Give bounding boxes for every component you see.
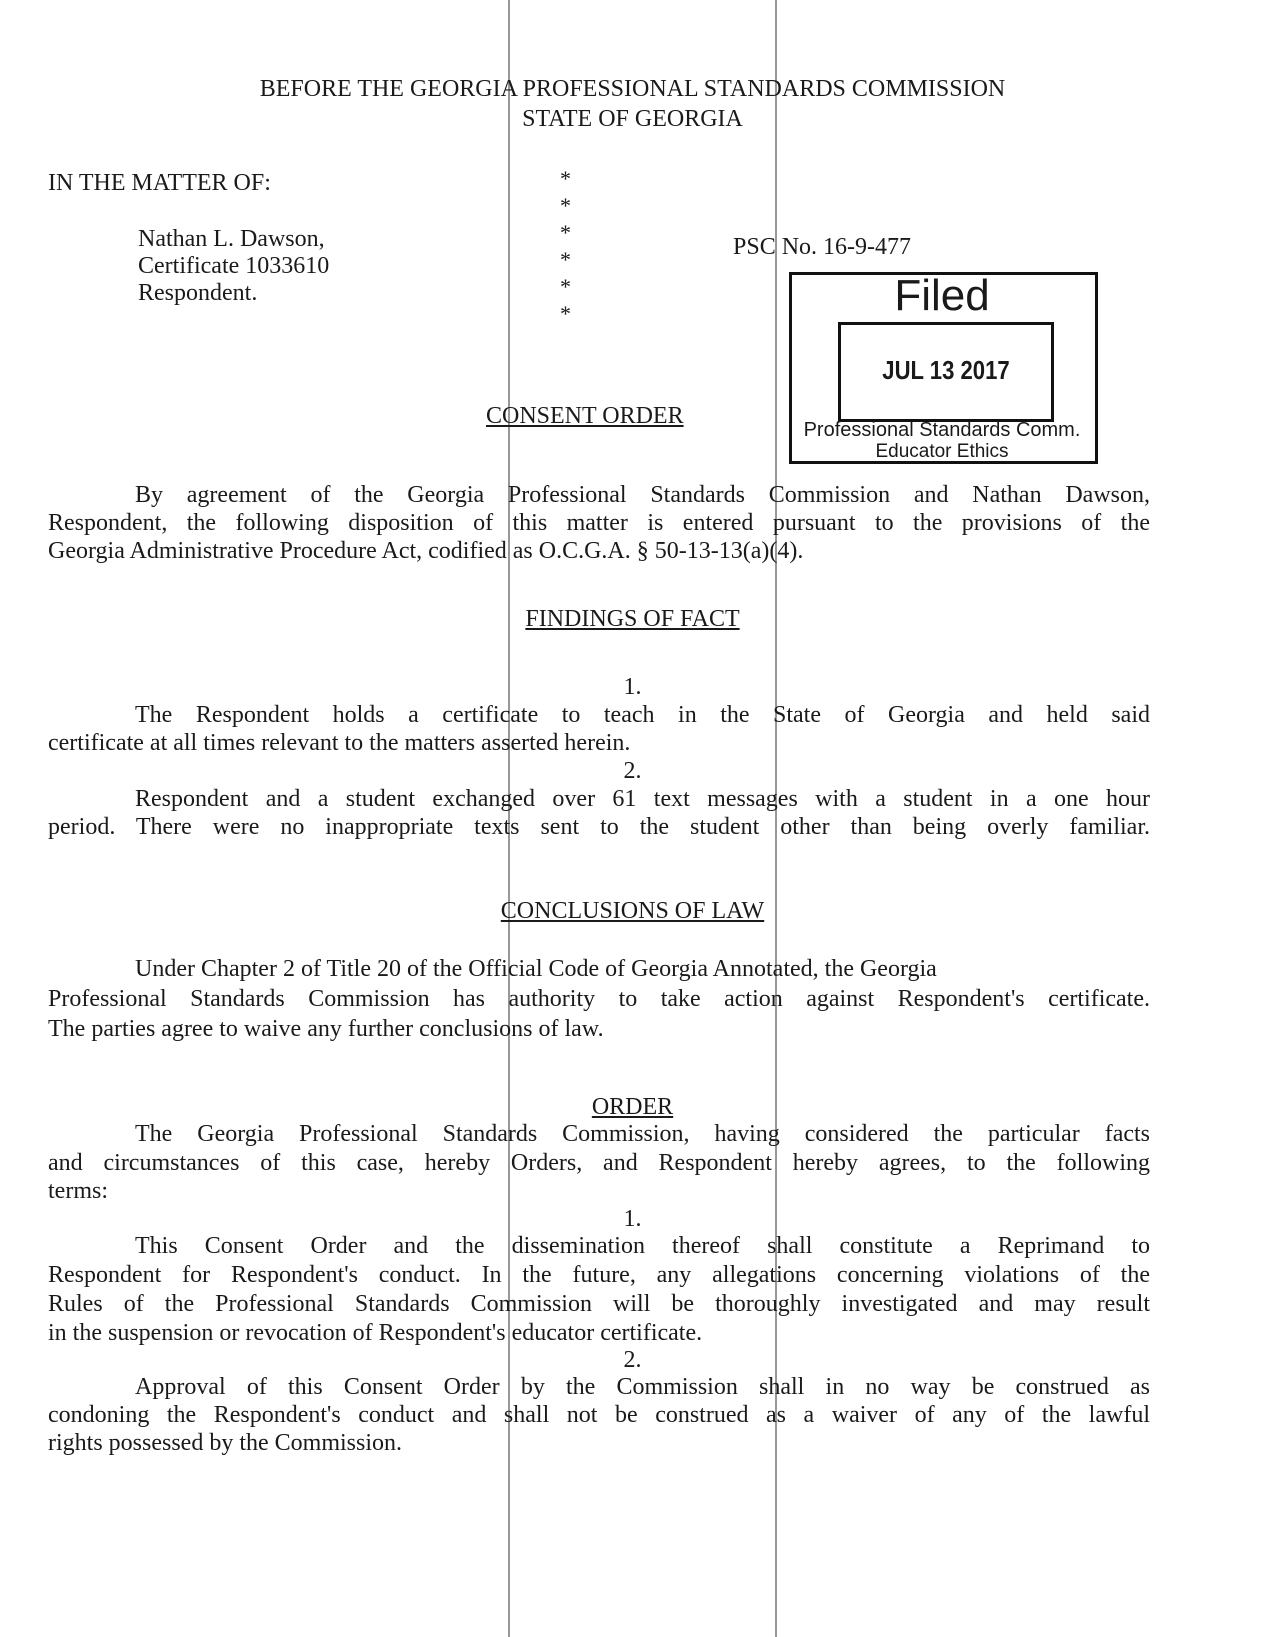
- stamp-filed: Filed: [894, 271, 990, 320]
- stamp-org: Professional Standards Comm.: [803, 419, 1081, 441]
- findings-heading: FINDINGS OF FACT: [525, 606, 740, 632]
- intro-line: Georgia Administrative Procedure Act, codified as O.C.G.A. § 50-13-13(a)(4).: [48, 538, 804, 564]
- conclusion-line: Under Chapter 2 of Title 20 of the Official Code of Georgia Annotated, the Georgia: [135, 956, 937, 982]
- finding-line: Respondent and a student exchanged over 61 text messages with a student in a one hour: [135, 786, 1150, 812]
- order-intro-line: terms:: [48, 1178, 108, 1204]
- conclusions-heading: CONCLUSIONS OF LAW: [500, 898, 765, 924]
- caption-asterisk: *: [560, 220, 571, 245]
- order-line: This Consent Order and the dissemination thereof shall constitute a Reprimand to: [135, 1233, 1150, 1259]
- caption-asterisk: *: [560, 166, 571, 191]
- matter-label: IN THE MATTER OF:: [48, 170, 271, 196]
- finding-number: 2.: [623, 758, 642, 784]
- stamp-date: JUL 13 2017: [882, 355, 1010, 385]
- caption-asterisk: *: [560, 247, 571, 272]
- order-intro-line: and circumstances of this case, hereby Orders, and Respondent hereby agrees, to the following: [48, 1150, 1150, 1176]
- caption-asterisk: *: [560, 301, 571, 326]
- header-commission: BEFORE THE GEORGIA PROFESSIONAL STANDARDS COMMISSION: [259, 76, 1006, 102]
- caption-asterisk: *: [560, 193, 571, 218]
- stamp-org-dept: Educator Ethics: [875, 441, 1009, 462]
- finding-line: certificate at all times relevant to the matters asserted herein.: [48, 730, 631, 756]
- respondent-name: Nathan L. Dawson,: [138, 226, 325, 252]
- document-title: CONSENT ORDER: [486, 403, 684, 429]
- finding-line: The Respondent holds a certificate to teach in the State of Georgia and held said: [135, 702, 1150, 728]
- case-number: PSC No. 16-9-477: [733, 234, 912, 260]
- finding-line: period. There were no inappropriate texts sent to the student other than being overly familiar.: [48, 814, 1150, 840]
- order-heading: ORDER: [591, 1094, 674, 1120]
- respondent-role: Respondent.: [138, 280, 258, 306]
- header-state: STATE OF GEORGIA: [522, 106, 743, 132]
- intro-line: Respondent, the following disposition of this matter is entered pursuant to the provisions of the: [48, 510, 1150, 536]
- conclusion-line: Professional Standards Commission has authority to take action against Respondent's certificate.: [48, 986, 1150, 1012]
- order-line: Rules of the Professional Standards Commission will be thoroughly investigated and may result: [48, 1291, 1150, 1317]
- conclusion-line: The parties agree to waive any further conclusions of law.: [48, 1016, 604, 1042]
- order-number: 1.: [623, 1206, 642, 1232]
- caption-asterisk: *: [560, 274, 571, 299]
- order-line: condoning the Respondent's conduct and shall not be construed as a waiver of any of the lawful: [48, 1402, 1150, 1428]
- order-number: 2.: [623, 1347, 642, 1373]
- order-line: in the suspension or revocation of Respondent's educator certificate.: [48, 1320, 703, 1346]
- certificate-number: Certificate 1033610: [138, 253, 330, 279]
- order-line: rights possessed by the Commission.: [48, 1430, 403, 1456]
- order-line: Respondent for Respondent's conduct. In the future, any allegations concerning violations of the: [48, 1262, 1150, 1288]
- order-line: Approval of this Consent Order by the Commission shall in no way be construed as: [135, 1374, 1150, 1400]
- finding-number: 1.: [623, 674, 642, 700]
- order-intro-line: The Georgia Professional Standards Commission, having considered the particular facts: [135, 1121, 1150, 1147]
- intro-line: By agreement of the Georgia Professional Standards Commission and Nathan Dawson,: [135, 482, 1150, 508]
